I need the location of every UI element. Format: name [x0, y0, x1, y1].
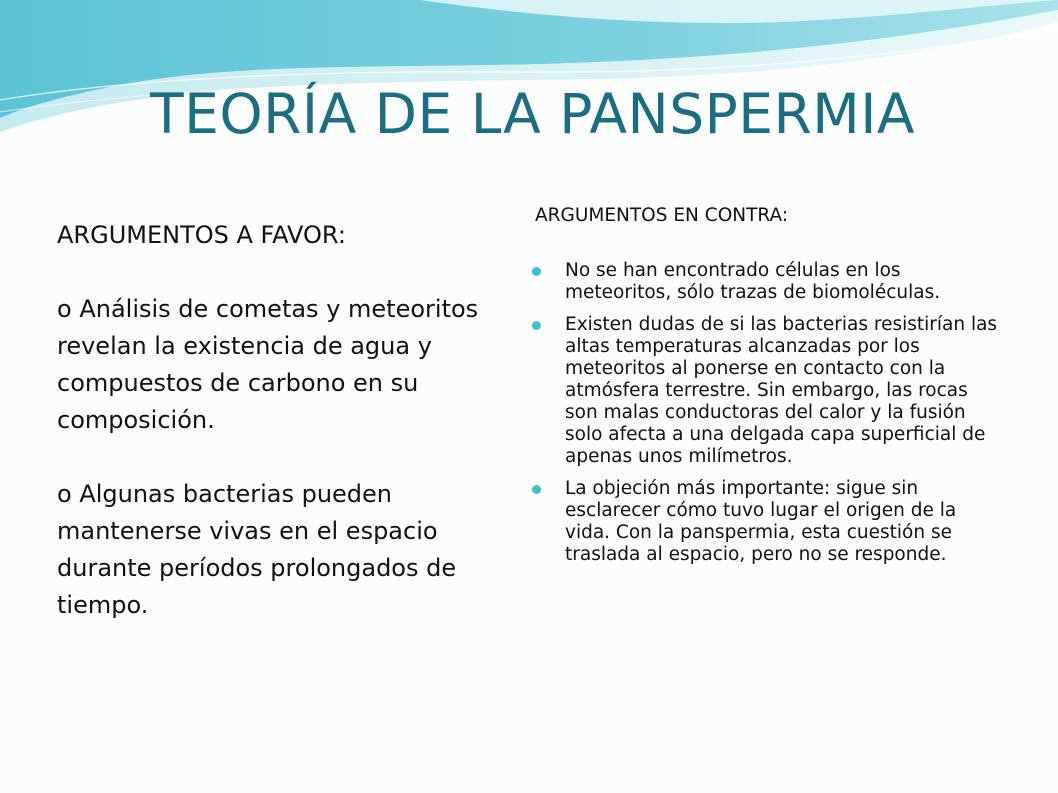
arguments-against-list — [529, 260, 999, 566]
list-item — [529, 478, 999, 566]
list-item-text: Existen dudas de si las bacterias resistirían las altas temperaturas alcanzadas por los meteoritos al ponerse en contacto con la atmósfera terrestre. Sin embargo, las rocas son malas conductoras del calor y la fusión solo afecta a una delgada capa superficial de apenas unos milímetros. — [565, 314, 998, 467]
bullet-icon — [532, 485, 541, 494]
list-item — [529, 314, 999, 468]
arguments-for-section — [57, 217, 487, 624]
list-item — [529, 260, 999, 304]
arguments-against-heading: ARGUMENTOS EN CONTRA: — [535, 205, 789, 226]
spacer — [57, 254, 487, 291]
arguments-for-item: o Análisis de cometas y meteoritos revelan la existencia de agua y compuestos de carbono en su composición. — [57, 295, 479, 434]
spacer — [57, 439, 487, 476]
arguments-against-section — [529, 205, 999, 576]
bullet-icon — [532, 267, 541, 276]
slide-title: TEORÍA DE LA PANSPERMIA — [150, 82, 916, 146]
bullet-icon — [532, 321, 541, 330]
arguments-for-item: o Algunas bacterias pueden mantenerse vivas en el espacio durante períodos prolongados de tiempo. — [57, 480, 457, 619]
list-item-text: No se han encontrado células en los meteoritos, sólo trazas de biomoléculas. — [565, 260, 941, 303]
arguments-for-heading: ARGUMENTOS A FAVOR: — [57, 221, 346, 249]
list-item-text: La objeción más importante: sigue sin esclarecer cómo tuvo lugar el origen de la vida. Con la panspermia, esta cuestión se traslada al espacio, pero no se responde. — [565, 478, 957, 565]
